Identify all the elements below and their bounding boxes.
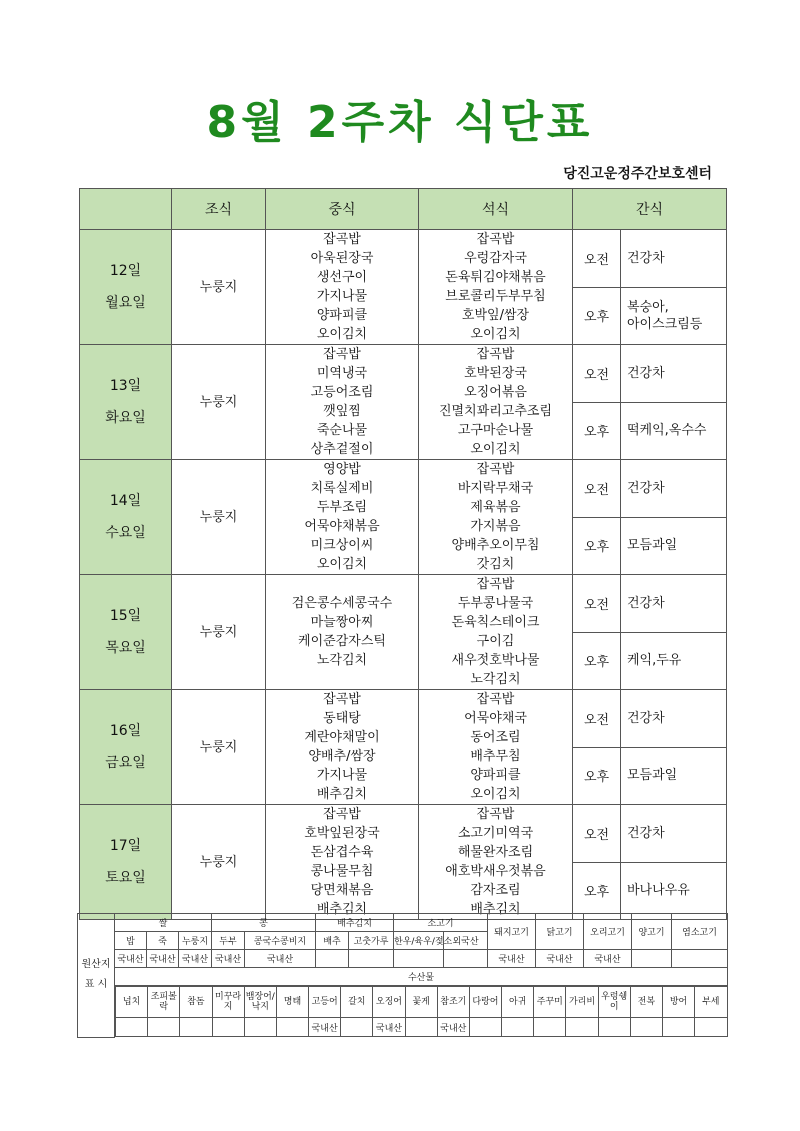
lunch-item: 미크상이씨: [310, 538, 374, 553]
lunch-item: 마늘짱아찌: [310, 615, 374, 630]
snack-item-am: 건강차: [621, 230, 727, 288]
snack-item-pm: 바나나우유: [621, 862, 727, 920]
dinner-item: 잡곡밥: [476, 577, 515, 592]
breakfast-cell: 누룽지: [172, 230, 266, 345]
snack-slot-am: 오전: [573, 805, 621, 863]
lunch-item: 생선구이: [316, 270, 368, 285]
lunch-item: 동태탕: [323, 711, 361, 726]
origin-meat-3: 양고기: [632, 914, 672, 950]
origin-fish-header-row: [78, 968, 728, 986]
dinner-cell: [419, 230, 573, 345]
origin-item: 고춧가루: [349, 932, 394, 950]
snack-slot-pm: 오후: [573, 517, 621, 575]
day-row: [80, 575, 727, 633]
snack-slot-am: 오전: [573, 690, 621, 748]
fish-item: 전복: [630, 987, 662, 1018]
lunch-cell: [266, 805, 419, 920]
lunch-item: 계란야채말이: [304, 730, 380, 745]
breakfast-cell: 누룽지: [172, 460, 266, 575]
fish-value-row: [116, 1018, 728, 1037]
fish-value: [276, 1018, 308, 1037]
snack-slot-am: 오전: [573, 345, 621, 403]
lunch-item: 잡곡밥: [323, 347, 361, 362]
lunch-item: 오이김치: [316, 327, 368, 342]
origin-value: 국내산: [536, 950, 584, 968]
origin-item: 밥: [115, 932, 147, 950]
fish-value: [566, 1018, 598, 1037]
day-cell: [80, 805, 172, 920]
fish-item: 참조기: [437, 987, 469, 1018]
fish-item: 뱀장어/낙지: [244, 987, 276, 1018]
lunch-item: 배추김치: [316, 787, 368, 802]
dinner-item: 오이김치: [470, 787, 521, 802]
lunch-item: 잡곡밥: [323, 232, 361, 247]
dinner-item: 구이김: [476, 634, 515, 649]
lunch-item: 잡곡밥: [323, 692, 361, 707]
snack-item-pm: 떡케익,옥수수: [621, 402, 727, 460]
origin-table: [77, 913, 728, 1038]
lunch-item: 깻잎찜: [323, 404, 361, 419]
day-row: [80, 460, 727, 518]
day-date: 13일: [109, 378, 142, 394]
dinner-item: 오징어볶음: [464, 385, 527, 400]
lunch-item: 상추겉절이: [310, 442, 374, 457]
fish-item: 명태: [276, 987, 308, 1018]
dinner-item: 돈육칙스테이크: [451, 615, 540, 630]
fish-value: [244, 1018, 276, 1037]
snack-slot-pm: 오후: [573, 632, 621, 690]
breakfast-cell: 누룽지: [172, 345, 266, 460]
dinner-item: 배추무침: [470, 749, 521, 764]
lunch-cell: [266, 230, 419, 345]
fish-item: 참돔: [180, 987, 212, 1018]
origin-fish-row: [78, 986, 728, 1038]
dinner-item: 우렁감자국: [464, 251, 527, 266]
origin-meat-4: 염소고기: [672, 914, 728, 950]
fish-item: 꽃게: [405, 987, 437, 1018]
snack-slot-pm: 오후: [573, 747, 621, 805]
fish-value: [469, 1018, 501, 1037]
dinner-item: 동어조림: [470, 730, 521, 745]
origin-group-0: 쌀: [115, 914, 212, 932]
origin-meat-1: 닭고기: [536, 914, 584, 950]
fish-value: [148, 1018, 180, 1037]
snack-item-pm: 케익,두유: [621, 632, 727, 690]
day-weekday: 화요일: [105, 410, 146, 426]
dinner-cell: [419, 575, 573, 690]
lunch-item: 케이준감자스틱: [298, 634, 386, 649]
snack-item-am: 건강차: [621, 575, 727, 633]
snack-slot-pm: 오후: [573, 862, 621, 920]
origin-value: [349, 950, 394, 968]
lunch-item: 호박잎된장국: [304, 826, 380, 841]
dinner-item: 바지락무채국: [457, 481, 534, 496]
origin-group-3: 소고기: [394, 914, 488, 932]
breakfast-cell: 누룽지: [172, 805, 266, 920]
dinner-item: 잡곡밥: [476, 692, 515, 707]
day-weekday: 금요일: [105, 755, 146, 771]
origin-item: 외국산: [444, 932, 488, 950]
lunch-item: 콩나물무침: [310, 864, 374, 879]
dinner-item: 어묵야채국: [464, 711, 527, 726]
lunch-cell: [266, 460, 419, 575]
fish-value: 국내산: [437, 1018, 469, 1037]
lunch-item: 노각김치: [316, 653, 368, 668]
dinner-item: 잡곡밥: [476, 807, 515, 822]
day-date: 14일: [109, 493, 142, 509]
organization-name: 당진고운정주간보호센터: [563, 166, 712, 182]
origin-fish-holder: [115, 986, 728, 1038]
menu-body: [80, 230, 727, 920]
day-date: 15일: [109, 608, 142, 624]
dinner-item: 잡곡밥: [476, 347, 515, 362]
fish-value: 국내산: [309, 1018, 341, 1037]
dinner-item: 잡곡밥: [476, 232, 515, 247]
origin-item: 배추: [316, 932, 349, 950]
lunch-item: 두부조림: [316, 500, 368, 515]
lunch-item: 죽순나물: [316, 423, 368, 438]
dinner-item: 호박잎/쌈장: [461, 308, 530, 323]
fish-value: 국내산: [373, 1018, 405, 1037]
origin-value: [672, 950, 728, 968]
dinner-item: 해물완자조림: [457, 845, 534, 860]
menu-header-row: [80, 189, 727, 230]
snack-item-pm: 모듬과일: [621, 517, 727, 575]
fish-item: 고등어: [309, 987, 341, 1018]
origin-value: 국내산: [488, 950, 536, 968]
day-date: 12일: [109, 263, 142, 279]
fish-item: 갈치: [341, 987, 373, 1018]
day-weekday: 수요일: [105, 525, 146, 541]
fish-item: 조피볼락: [148, 987, 180, 1018]
day-cell: [80, 690, 172, 805]
origin-item: 한우/육우/젖소: [394, 932, 444, 950]
snack-slot-am: 오전: [573, 230, 621, 288]
lunch-item: 배추김치: [316, 902, 368, 917]
lunch-item: 가지나물: [316, 768, 368, 783]
header-lunch: 중식: [266, 189, 419, 230]
lunch-item: 돈삼겹수육: [310, 845, 374, 860]
origin-group-2: 배추김치: [316, 914, 394, 932]
day-cell: [80, 460, 172, 575]
origin-meat-0: 돼지고기: [488, 914, 536, 950]
fish-value: [341, 1018, 373, 1037]
lunch-cell: [266, 345, 419, 460]
fish-value: [180, 1018, 212, 1037]
day-weekday: 목요일: [105, 640, 146, 656]
dinner-item: 돈육튀김야채볶음: [445, 270, 546, 285]
lunch-item: 영양밥: [323, 462, 361, 477]
lunch-cell: [266, 575, 419, 690]
dinner-item: 오이김치: [470, 442, 521, 457]
fish-item: 방어: [662, 987, 694, 1018]
lunch-item: 고등어조림: [310, 385, 374, 400]
dinner-item: 노각김치: [470, 672, 521, 687]
dinner-cell: [419, 345, 573, 460]
day-cell: [80, 575, 172, 690]
dinner-item: 제육볶음: [470, 500, 521, 515]
dinner-item: 잡곡밥: [476, 462, 515, 477]
dinner-item: 가지볶음: [470, 519, 521, 534]
day-weekday: 토요일: [105, 870, 146, 886]
origin-value: [632, 950, 672, 968]
snack-slot-am: 오전: [573, 460, 621, 518]
dinner-item: 진멸치꽈리고추조림: [438, 404, 553, 419]
origin-value: [394, 950, 444, 968]
origin-item: 죽: [147, 932, 179, 950]
origin-value: 국내산: [245, 950, 316, 968]
fish-value: [534, 1018, 566, 1037]
lunch-item: 양배추/쌈장: [308, 749, 376, 764]
fish-value: [598, 1018, 630, 1037]
header-dinner: 석식: [419, 189, 573, 230]
fish-value: [662, 1018, 694, 1037]
fish-value: [405, 1018, 437, 1037]
menu-table: [79, 188, 727, 920]
day-row: [80, 230, 727, 288]
fish-item: 부세: [695, 987, 727, 1018]
origin-value: 국내산: [584, 950, 632, 968]
origin-value: 국내산: [147, 950, 179, 968]
fish-value: [502, 1018, 534, 1037]
lunch-item: 가지나물: [316, 289, 368, 304]
origin-label: 원산지 표 시: [78, 914, 115, 1038]
origin-group-row: [78, 914, 728, 932]
dinner-item: 감자조림: [470, 883, 521, 898]
fish-item: 넙치: [116, 987, 148, 1018]
origin-fish-header: 수산물: [115, 968, 728, 986]
lunch-item: 잡곡밥: [323, 807, 361, 822]
dinner-item: 브로콜리두부무침: [445, 289, 546, 304]
breakfast-cell: 누룽지: [172, 690, 266, 805]
snack-slot-pm: 오후: [573, 402, 621, 460]
snack-item-am: 건강차: [621, 460, 727, 518]
fish-item: 주꾸미: [534, 987, 566, 1018]
origin-value: [444, 950, 488, 968]
origin-item: 두부: [212, 932, 245, 950]
fish-value: [116, 1018, 148, 1037]
snack-item-am: 건강차: [621, 345, 727, 403]
origin-fish-table: [115, 986, 728, 1037]
origin-body: [78, 914, 728, 1038]
dinner-item: 오이김치: [470, 327, 521, 342]
day-cell: [80, 345, 172, 460]
origin-item: 누룽지: [179, 932, 212, 950]
lunch-item: 당면채볶음: [310, 883, 374, 898]
dinner-item: 양배추오이무침: [451, 538, 540, 553]
lunch-item: 아욱된장국: [310, 251, 374, 266]
dinner-cell: [419, 460, 573, 575]
snack-item-pm: 모듬과일: [621, 747, 727, 805]
snack-slot-am: 오전: [573, 575, 621, 633]
dinner-item: 갓김치: [476, 557, 515, 572]
fish-item: 오징어: [373, 987, 405, 1018]
day-cell: [80, 230, 172, 345]
day-row: [80, 345, 727, 403]
page-title: 8월 2주차 식단표: [206, 97, 594, 148]
dinner-item: 고구마순나물: [457, 423, 534, 438]
dinner-cell: [419, 805, 573, 920]
origin-meat-2: 오리고기: [584, 914, 632, 950]
header-snack: 간식: [573, 189, 727, 230]
fish-value: [630, 1018, 662, 1037]
lunch-item: 양파피클: [316, 308, 368, 323]
snack-item-pm: 복숭아, 아이스크림등: [621, 287, 727, 345]
lunch-item: 오이김치: [316, 557, 368, 572]
day-date: 16일: [109, 723, 142, 739]
day-weekday: 월요일: [105, 295, 146, 311]
origin-value: 국내산: [179, 950, 212, 968]
corner-cell: [80, 189, 172, 230]
dinner-item: 양파피클: [470, 768, 521, 783]
day-date: 17일: [109, 838, 142, 854]
lunch-item: 어묵야채볶음: [304, 519, 380, 534]
fish-item: 가리비: [566, 987, 598, 1018]
snack-item-am: 건강차: [621, 690, 727, 748]
dinner-item: 배추김치: [470, 902, 521, 917]
lunch-item: 미역냉국: [316, 366, 368, 381]
fish-value: [212, 1018, 244, 1037]
origin-value: 국내산: [212, 950, 245, 968]
origin-value-row: [78, 950, 728, 968]
dinner-item: 호박된장국: [464, 366, 527, 381]
header-breakfast: 조식: [172, 189, 266, 230]
dinner-item: 소고기미역국: [457, 826, 534, 841]
day-row: [80, 690, 727, 748]
lunch-cell: [266, 690, 419, 805]
fish-value: [695, 1018, 727, 1037]
fish-item: 다랑어: [469, 987, 501, 1018]
fish-item: 아귀: [502, 987, 534, 1018]
lunch-item: 치록실제비: [310, 481, 374, 496]
fish-item: 미꾸라지: [212, 987, 244, 1018]
snack-slot-pm: 오후: [573, 287, 621, 345]
origin-item: 콩국수콩비지: [245, 932, 316, 950]
breakfast-cell: 누룽지: [172, 575, 266, 690]
dinner-item: 새우젓호박나물: [451, 653, 540, 668]
origin-value: 국내산: [115, 950, 147, 968]
snack-item-am: 건강차: [621, 805, 727, 863]
fish-item: 우렁쉥이: [598, 987, 630, 1018]
dinner-cell: [419, 690, 573, 805]
lunch-item: 검은콩수세콩국수: [291, 596, 393, 611]
day-row: [80, 805, 727, 863]
origin-value: [316, 950, 349, 968]
fish-item-row: [116, 987, 728, 1018]
dinner-item: 애호박새우젓볶음: [445, 864, 546, 879]
origin-group-1: 콩: [212, 914, 316, 932]
dinner-item: 두부콩나물국: [457, 596, 534, 611]
